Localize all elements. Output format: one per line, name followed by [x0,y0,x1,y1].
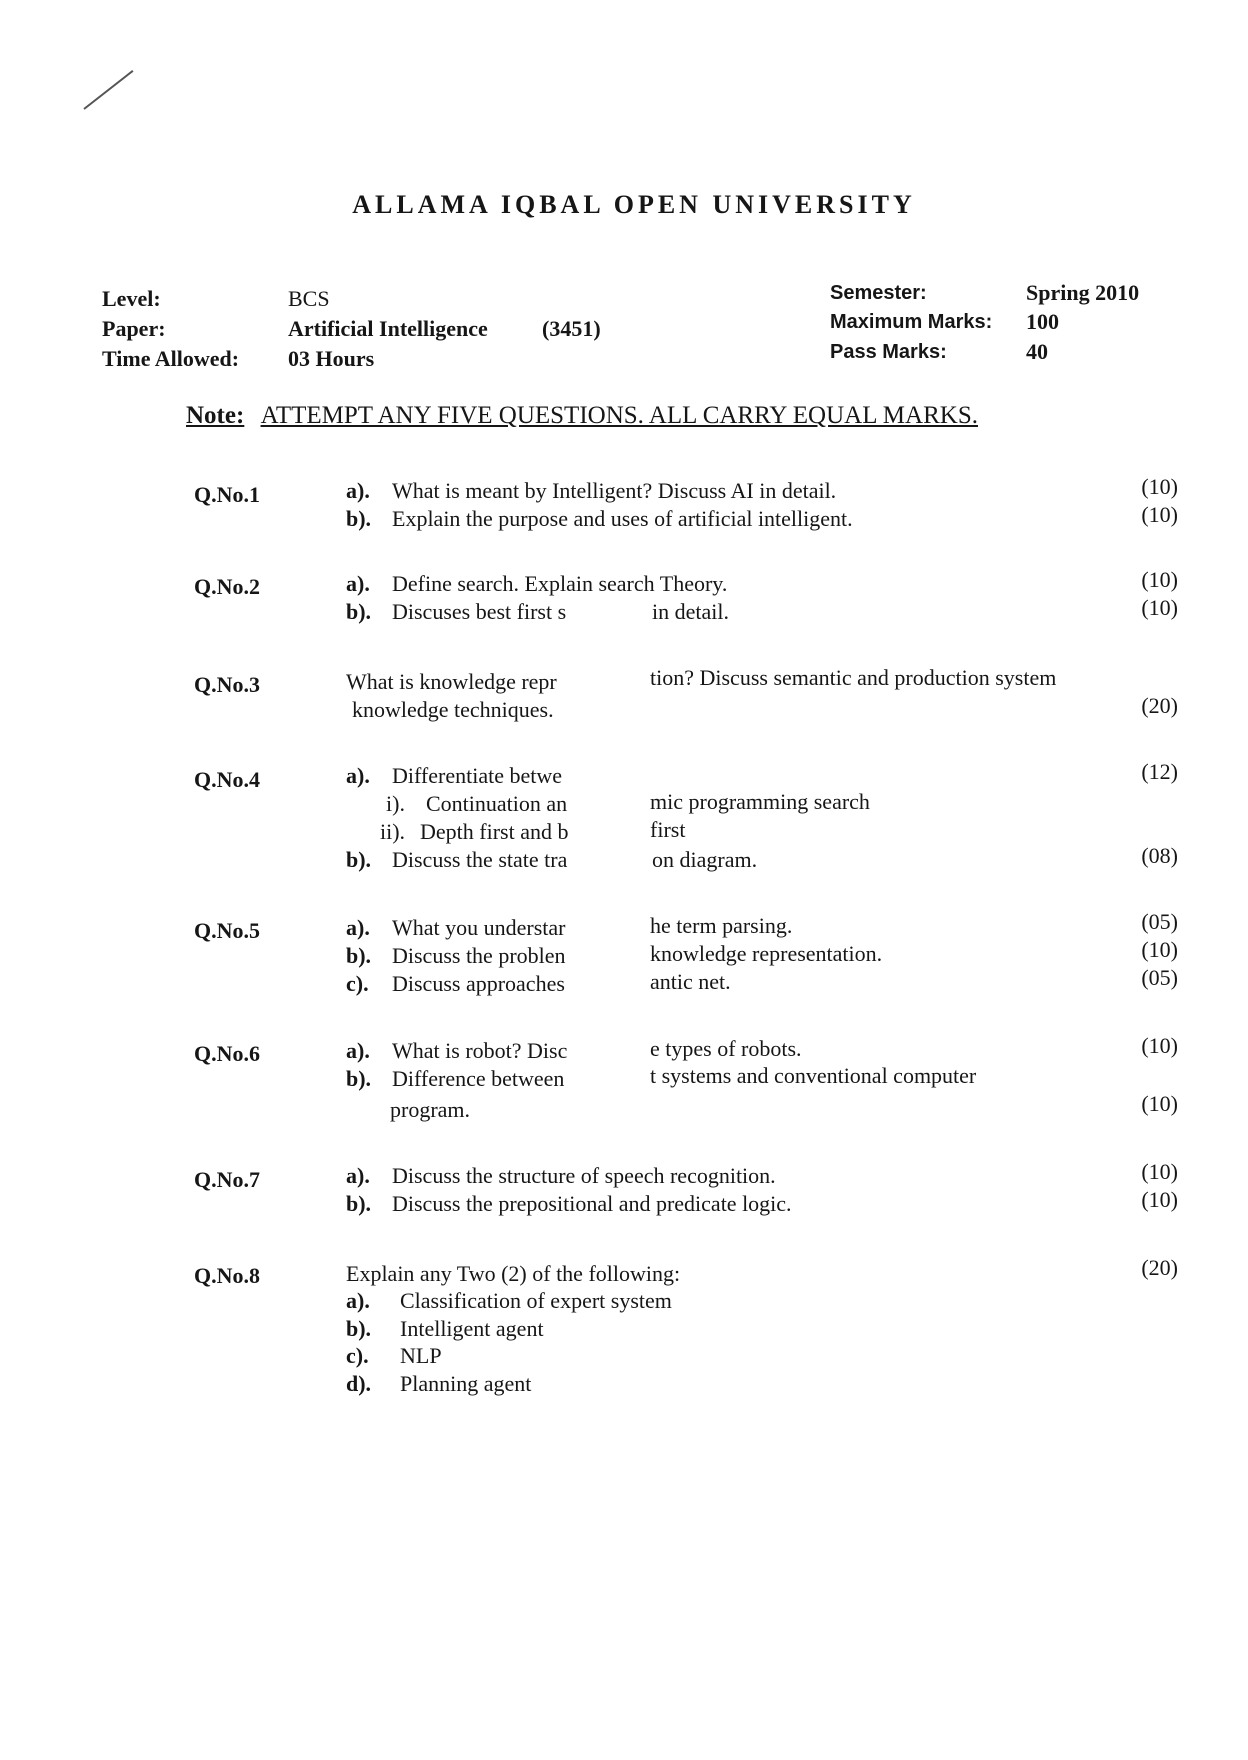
question-2-number: Q.No.2 [194,574,260,599]
level-label: Level: [102,286,161,311]
part-text: Discuss the structure of speech recognition. [392,1163,776,1188]
question-5c-marks: (05) [1141,965,1178,990]
part-label: a). [346,478,370,503]
part-text: NLP [400,1343,442,1368]
question-5a [346,915,566,941]
question-4a-i [386,791,567,817]
note-text: ATTEMPT ANY FIVE QUESTIONS. ALL CARRY EQUAL MARKS. [260,402,978,429]
question-6b-marks: (10) [1141,1091,1178,1116]
question-4b-marks: (08) [1141,843,1178,868]
time-allowed-label: Time Allowed: [102,346,240,371]
question-2a [346,571,727,597]
question-7-number: Q.No.7 [194,1167,260,1192]
part-text: What is robot? Disc [392,1038,568,1063]
part-label: a). [346,763,370,788]
question-3-marks: (20) [1141,693,1178,718]
question-6-number: Q.No.6 [194,1041,260,1066]
part-text: Continuation an [426,791,568,816]
part-label: a). [346,571,370,596]
part-label: d). [346,1371,372,1396]
question-5c-continued: antic net. [650,969,731,994]
question-4b [346,847,567,873]
part-label: ii). [380,819,406,844]
part-text: Difference between [392,1066,565,1091]
question-1b [346,506,853,532]
part-label: b). [346,847,372,872]
question-3-number: Q.No.3 [194,672,260,697]
part-label: c). [346,971,369,996]
paper-code: (3451) [542,316,601,341]
question-4a-ii-continued: first [650,817,686,842]
part-label: b). [346,599,372,624]
question-1-number: Q.No.1 [194,482,260,507]
part-label: b). [346,943,372,968]
question-6a-marks: (10) [1141,1033,1178,1058]
max-marks-value: 100 [1026,309,1059,334]
part-text: Discuses best first s [392,599,567,624]
question-4b-continued: on diagram. [652,847,758,872]
max-marks-label: Maximum Marks: [830,311,993,333]
part-text: Depth first and b [420,819,569,844]
question-3-line-2: knowledge techniques. [352,697,554,722]
question-8b [346,1316,544,1342]
part-label: b). [346,1316,372,1341]
question-5b [346,943,566,969]
question-6a-continued: e types of robots. [650,1036,802,1061]
part-text: Discuss the problen [392,943,566,968]
question-8-marks: (20) [1141,1255,1178,1280]
part-text: Planning agent [400,1371,532,1396]
university-title: ALLAMA IQBAL OPEN UNIVERSITY [352,190,916,219]
question-5b-marks: (10) [1141,937,1178,962]
part-label: b). [346,1066,372,1091]
question-2b [346,599,566,625]
part-text: What is meant by Intelligent? Discuss AI in detail. [392,478,837,503]
question-8d [346,1371,531,1397]
question-4a-i-continued: mic programming search [650,789,870,814]
question-1a [346,478,836,504]
part-text: Define search. Explain search Theory. [392,571,728,596]
part-text: What you understar [392,915,566,940]
question-5a-marks: (05) [1141,909,1178,934]
semester-value: Spring 2010 [1026,280,1140,305]
part-label: i). [386,791,405,816]
pass-marks-label: Pass Marks: [830,341,947,363]
question-4a-marks: (12) [1141,759,1178,784]
question-7b [346,1191,792,1217]
paper-label: Paper: [102,316,166,341]
part-text: Intelligent agent [400,1316,544,1341]
part-label: a). [346,1163,370,1188]
paper-value: Artificial Intelligence [288,316,488,341]
question-5a-continued: he term parsing. [650,913,793,938]
question-2b-continued: in detail. [652,599,729,624]
question-2b-marks: (10) [1141,595,1178,620]
part-text: Classification of expert system [400,1288,672,1313]
level-value: BCS [288,286,330,311]
question-6b-line-2: program. [390,1097,471,1122]
note-label: Note: [186,402,245,429]
question-3-line-1: What is knowledge repr [346,669,557,694]
question-6b-continued: t systems and conventional computer [650,1063,977,1088]
question-5c [346,971,565,997]
part-label: a). [346,915,370,940]
question-4a [346,763,562,789]
question-6a [346,1038,567,1064]
question-6b [346,1066,564,1092]
question-2a-marks: (10) [1141,567,1178,592]
question-4a-ii [380,819,568,845]
question-8-intro: Explain any Two (2) of the following: [346,1261,681,1286]
question-7a [346,1163,776,1189]
part-text: Discuss the prepositional and predicate logic. [392,1191,792,1216]
part-label: a). [346,1288,370,1313]
part-text: Discuss approaches [392,971,565,996]
part-label: b). [346,1191,372,1216]
instructions-note [186,402,978,430]
question-4-number: Q.No.4 [194,767,260,792]
question-5b-continued: knowledge representation. [650,941,883,966]
part-text: Discuss the state tra [392,847,568,872]
question-1a-marks: (10) [1141,474,1178,499]
pen-mark [83,70,133,110]
time-allowed-value: 03 Hours [288,346,375,371]
question-1b-marks: (10) [1141,502,1178,527]
question-8-number: Q.No.8 [194,1263,260,1288]
question-5-number: Q.No.5 [194,918,260,943]
question-7b-marks: (10) [1141,1187,1178,1212]
question-3-line-1-continued: tion? Discuss semantic and production system [650,665,1057,690]
question-8a [346,1288,672,1314]
part-label: a). [346,1038,370,1063]
part-text: Differentiate betwe [392,763,563,788]
question-7a-marks: (10) [1141,1159,1178,1184]
semester-label: Semester: [830,282,927,304]
question-8c [346,1343,442,1369]
part-label: c). [346,1343,369,1368]
part-text: Explain the purpose and uses of artificial intelligent. [392,506,853,531]
part-label: b). [346,506,372,531]
pass-marks-value: 40 [1026,339,1048,364]
